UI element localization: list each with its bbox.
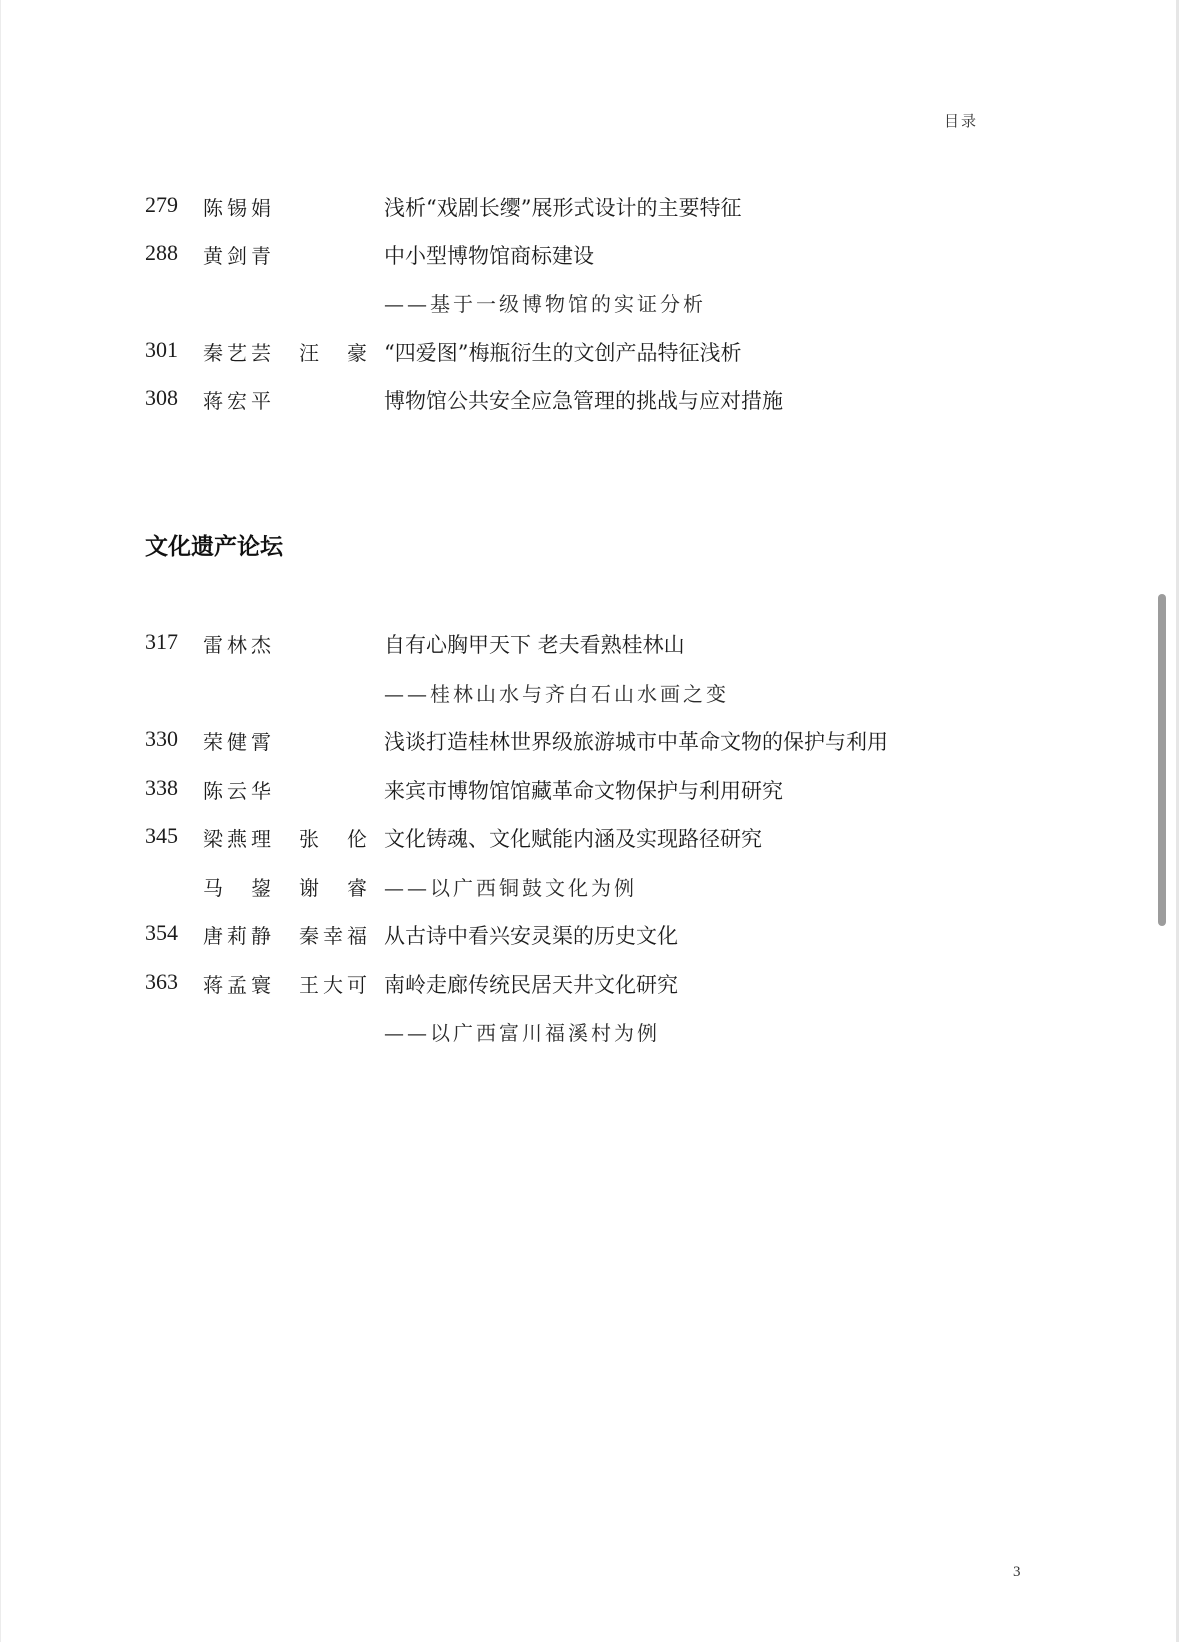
toc-entry[interactable] xyxy=(1,823,1176,857)
toc-title: 南岭走廊传统民居天井文化研究 xyxy=(384,973,678,997)
toc-entry[interactable] xyxy=(1,385,1176,419)
toc-subtitle: ——基于一级博物馆的实证分析 xyxy=(384,292,706,316)
toc-subtitle-row xyxy=(1,288,1176,322)
toc-page-number: 288 xyxy=(145,240,178,265)
toc-title: 浅析“戏剧长缨”展形式设计的主要特征 xyxy=(384,196,742,220)
toc-authors: 蒋宏平 xyxy=(203,389,275,413)
toc-title: “四爱图”梅瓶衍生的文创产品特征浅析 xyxy=(384,341,742,365)
toc-title: 来宾市博物馆馆藏革命文物保护与利用研究 xyxy=(384,779,783,803)
toc-authors: 唐莉静 秦幸福 xyxy=(203,924,371,948)
toc-subtitle-row xyxy=(1,678,1176,712)
toc-authors: 黄剑青 xyxy=(203,244,275,268)
section-heading: 文化遗产论坛 xyxy=(145,534,283,560)
toc-page-number: 317 xyxy=(145,629,178,654)
toc-title: 中小型博物馆商标建设 xyxy=(384,244,594,268)
toc-page-number: 330 xyxy=(145,726,178,751)
toc-subtitle: ——以广西铜鼓文化为例 xyxy=(384,876,637,900)
toc-authors: 秦艺芸 汪 豪 xyxy=(203,341,371,365)
toc-page-number: 338 xyxy=(145,775,178,800)
toc-title: 从古诗中看兴安灵渠的历史文化 xyxy=(384,924,678,948)
toc-page-number: 345 xyxy=(145,823,178,848)
vertical-scrollbar-thumb[interactable] xyxy=(1158,594,1166,926)
toc-authors-continued: 马 鋆 谢 睿 xyxy=(203,876,371,900)
toc-page-number: 279 xyxy=(145,192,178,217)
toc-page-number: 308 xyxy=(145,385,178,410)
toc-subtitle-row xyxy=(1,1017,1176,1051)
running-head: 目录 xyxy=(943,112,978,130)
toc-title: 博物馆公共安全应急管理的挑战与应对措施 xyxy=(384,389,783,413)
toc-authors: 雷林杰 xyxy=(203,633,275,657)
toc-title: 自有心胸甲天下 老夫看熟桂林山 xyxy=(384,633,685,657)
toc-entry[interactable] xyxy=(1,969,1176,1003)
toc-subtitle: ——以广西富川福溪村为例 xyxy=(384,1021,660,1045)
toc-authors: 蒋孟寰 王大可 xyxy=(203,973,371,997)
toc-page-number: 301 xyxy=(145,337,178,362)
toc-page-number: 354 xyxy=(145,920,178,945)
toc-title: 文化铸魂、文化赋能内涵及实现路径研究 xyxy=(384,827,762,851)
toc-entry[interactable] xyxy=(1,726,1176,760)
toc-authors: 陈云华 xyxy=(203,779,275,803)
toc-authors: 陈锡娟 xyxy=(203,196,275,220)
toc-entry[interactable] xyxy=(1,920,1176,954)
toc-authors: 梁燕理 张 伦 xyxy=(203,827,371,851)
toc-title: 浅谈打造桂林世界级旅游城市中革命文物的保护与利用 xyxy=(384,730,888,754)
toc-entry[interactable] xyxy=(1,337,1176,371)
toc-entry[interactable] xyxy=(1,240,1176,274)
toc-subtitle: ——桂林山水与齐白石山水画之变 xyxy=(384,682,729,706)
toc-entry[interactable] xyxy=(1,192,1176,226)
toc-entry[interactable] xyxy=(1,629,1176,663)
toc-entry[interactable] xyxy=(1,775,1176,809)
toc-authors: 荣健霄 xyxy=(203,730,275,754)
page-number: 3 xyxy=(1013,1564,1021,1580)
toc-page-number: 363 xyxy=(145,969,178,994)
toc-subtitle-row xyxy=(1,872,1176,906)
